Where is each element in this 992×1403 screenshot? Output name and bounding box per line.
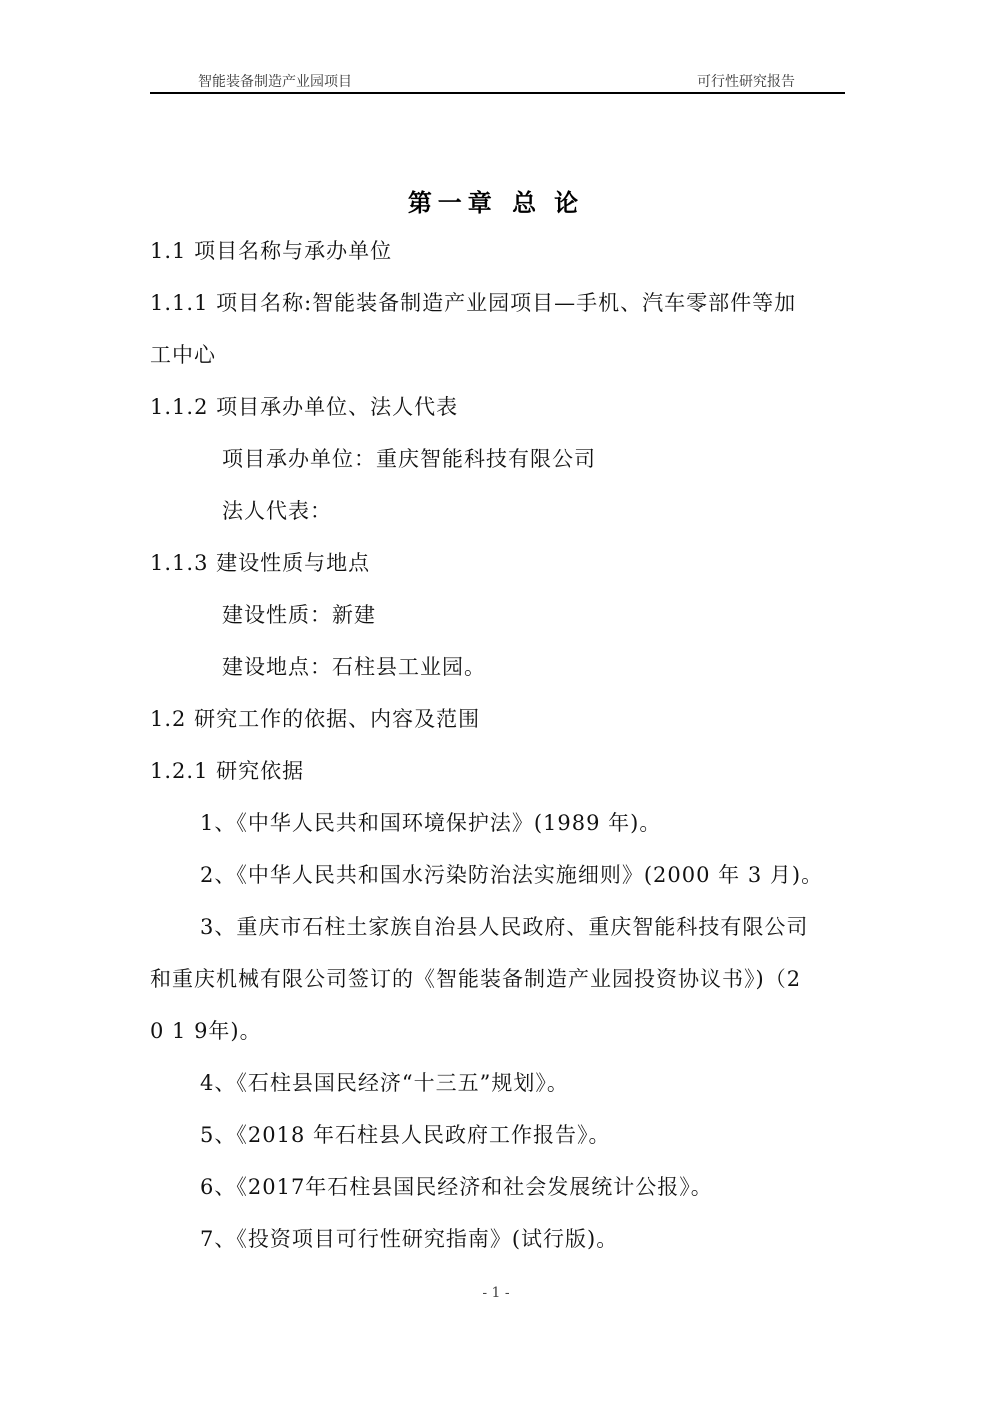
section-heading-1-1-1: 1.1.1 项目名称:智能装备制造产业园项目—手机、汽车零部件等加 — [150, 291, 797, 315]
header-project-name: 智能装备制造产业园项目 — [198, 74, 352, 90]
paragraph-continuation: 工中心 — [150, 343, 216, 367]
basis-item-4: 4、《石柱县国民经济“十三五”规划》。 — [200, 1071, 569, 1095]
section-heading-1-1-3: 1.1.3 建设性质与地点 — [150, 551, 371, 575]
basis-item-6: 6、《2017年石柱县国民经济和社会发展统计公报》。 — [200, 1175, 713, 1199]
section-heading-1-1: 1.1 项目名称与承办单位 — [150, 239, 393, 263]
basis-item-3-continuation: 和重庆机械有限公司签订的《智能装备制造产业园投资协议书》)（2 — [150, 967, 802, 991]
header-report-type: 可行性研究报告 — [697, 74, 795, 90]
construction-nature-line: 建设性质：新建 — [222, 603, 376, 627]
page-number: - 1 - — [482, 1285, 510, 1301]
basis-item-1: 1、《中华人民共和国环境保护法》(1989 年)。 — [200, 811, 662, 835]
basis-item-3: 3、重庆市石柱土家族自治县人民政府、重庆智能科技有限公司 — [200, 915, 809, 939]
basis-item-5: 5、《2018 年石柱县人民政府工作报告》。 — [200, 1123, 611, 1147]
basis-item-2: 2、《中华人民共和国水污染防治法实施细则》(2000 年 3 月)。 — [200, 863, 824, 887]
section-heading-1-2: 1.2 研究工作的依据、内容及范围 — [150, 707, 481, 731]
construction-location-line: 建设地点：石柱县工业园。 — [222, 655, 486, 679]
legal-rep-line: 法人代表： — [222, 499, 332, 523]
section-heading-1-1-2: 1.1.2 项目承办单位、法人代表 — [150, 395, 459, 419]
page-header — [150, 66, 845, 94]
chapter-title-part1: 第一章 总 — [407, 189, 543, 217]
basis-item-3-continuation-2: 0 1 9年)。 — [150, 1019, 262, 1043]
sponsor-line: 项目承办单位：重庆智能科技有限公司 — [222, 447, 596, 471]
section-heading-1-2-1: 1.2.1 研究依据 — [150, 759, 305, 783]
basis-item-7: 7、《投资项目可行性研究指南》(试行版)。 — [200, 1227, 619, 1251]
chapter-title-part2: 论 — [554, 189, 585, 217]
chapter-title — [0, 183, 992, 218]
